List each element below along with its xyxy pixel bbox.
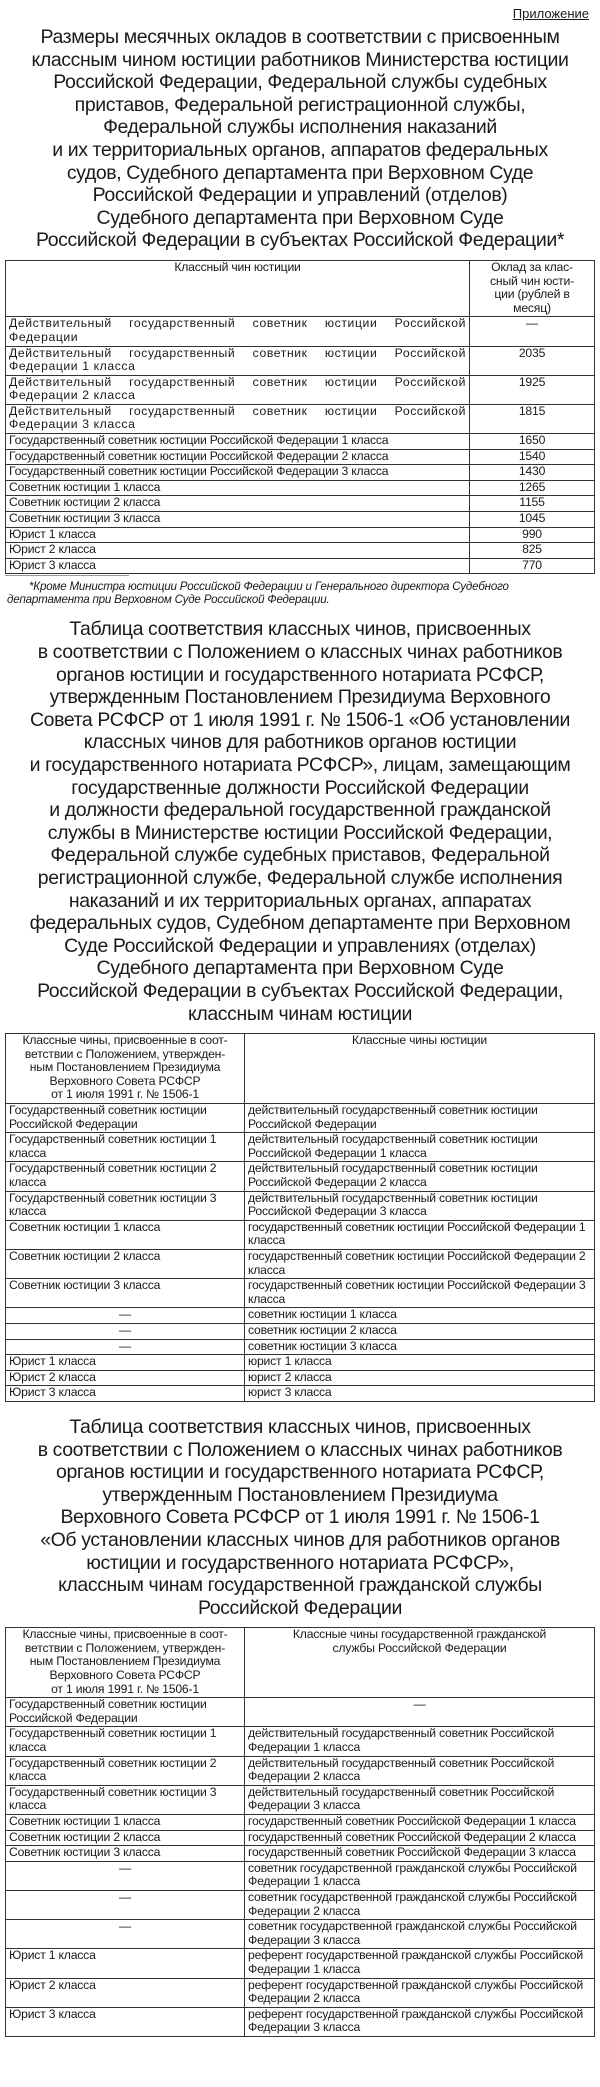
cell-rank: Государственный советник юстиции 1 класса: [6, 1133, 245, 1162]
table-row: [6, 1890, 595, 1919]
cell-rank: Юрист 2 класса: [6, 543, 470, 559]
cell-value: —: [470, 317, 595, 346]
cell-value: советник государственной гражданской службы Российской Федерации 3 класса: [245, 1920, 595, 1949]
cell-rank: Советник юстиции 2 класса: [6, 1830, 245, 1846]
cell-value: юрист 1 класса: [245, 1355, 595, 1371]
appendix-label: Приложение: [512, 6, 589, 21]
cell-rank: —: [6, 1308, 245, 1324]
header-old-ranks: Классные чины, присвоенные в соот- ветствии с Положением, утвержден- ным Постановлением Президиума Верховного Совета РСФСР от 1 июля 1991 г. № 1506-1: [6, 1034, 245, 1104]
table-row: [6, 1920, 595, 1949]
cell-value: советник юстиции 3 класса: [245, 1339, 595, 1355]
cell-value: 1815: [470, 404, 595, 433]
civil-service-ranks-table: [5, 1627, 595, 2037]
table-row: [6, 2007, 595, 2036]
header-salary: Оклад за клас- сный чин юсти- ции (рублей в месяц): [470, 260, 595, 316]
cell-value: государственный советник юстиции Российской Федерации 2 класса: [245, 1250, 595, 1279]
cell-value: 825: [470, 543, 595, 559]
cell-value: советник юстиции 1 класса: [245, 1308, 595, 1324]
table-row: [6, 480, 595, 496]
table-row: [6, 1861, 595, 1890]
cell-value: действительный государственный советник Российской Федерации 3 класса: [245, 1785, 595, 1814]
table-row: [6, 346, 595, 375]
cell-rank: Советник юстиции 1 класса: [6, 1220, 245, 1249]
header-civil-ranks: Классные чины государственной гражданской службы Российской Федерации: [245, 1628, 595, 1698]
cell-value: 1540: [470, 449, 595, 465]
cell-rank: Советник юстиции 1 класса: [6, 480, 470, 496]
table-row: [6, 1355, 595, 1371]
table-row: [6, 1339, 595, 1355]
table-row: [6, 543, 595, 559]
cell-rank: Государственный советник юстиции Российской Федерации 3 класса: [6, 465, 470, 481]
cell-value: юрист 3 класса: [245, 1386, 595, 1402]
cell-value: референт государственной гражданской службы Российской Федерации 3 класса: [245, 2007, 595, 2036]
table-row: [6, 404, 595, 433]
cell-rank: Государственный советник юстиции 2 класса: [6, 1756, 245, 1785]
cell-rank: —: [6, 1339, 245, 1355]
table-row: [6, 1830, 595, 1846]
table-row: [6, 1386, 595, 1402]
header-old-ranks: Классные чины, присвоенные в соот- ветствии с Положением, утвержден- ным Постановлением Президиума Верховного Совета РСФСР от 1 июля 1991 г. № 1506-1: [6, 1628, 245, 1698]
cell-rank: Действительный государственный советник юстиции Российской Федерации 2 класса: [6, 375, 470, 404]
cell-value: действительный государственный советник юстиции Российской Федерации: [245, 1104, 595, 1133]
cell-rank: Юрист 2 класса: [6, 1370, 245, 1386]
table-row: [6, 1370, 595, 1386]
cell-value: 1155: [470, 496, 595, 512]
cell-value: действительный государственный советник Российской Федерации 1 класса: [245, 1727, 595, 1756]
table-row: [6, 1133, 595, 1162]
cell-rank: Государственный советник юстиции 2 класса: [6, 1162, 245, 1191]
cell-rank: Государственный советник юстиции 3 класса: [6, 1191, 245, 1220]
civil-service-section-title: Таблица соответствия классных чинов, присвоенных в соответствии с Положением о классных чинах работников органов юстиции и государственного нотариата РСФСР, утвержденным Постановлением Президиума Верховного Совета РСФСР от 1 июля 1991 г. № 1506-1 «Об установлении классных чинов для работников органов юстиции и государственного нотариата РСФСР», классным чинам государственной гражданской службы Российской Федерации: [37, 1415, 563, 1619]
table-row: [6, 317, 595, 346]
cell-value: советник государственной гражданской службы Российской Федерации 1 класса: [245, 1861, 595, 1890]
cell-value: —: [245, 1698, 595, 1727]
cell-value: 1430: [470, 465, 595, 481]
cell-value: действительный государственный советник юстиции Российской Федерации 2 класса: [245, 1162, 595, 1191]
cell-rank: Советник юстиции 2 класса: [6, 496, 470, 512]
cell-rank: Государственный советник юстиции Российской Федерации 2 класса: [6, 449, 470, 465]
table-row: [6, 558, 595, 574]
table-row: [6, 1250, 595, 1279]
cell-rank: Юрист 1 класса: [6, 527, 470, 543]
table-row: [6, 1698, 595, 1727]
cell-value: 1265: [470, 480, 595, 496]
cell-value: 770: [470, 558, 595, 574]
footnote: *Кроме Министра юстиции Российской Федерации и Генерального директора Судебного департамента при Верховном Суде Российской Федерации.: [7, 580, 593, 606]
cell-value: действительный государственный советник Российской Федерации 2 класса: [245, 1756, 595, 1785]
table-row: [6, 1162, 595, 1191]
cell-rank: —: [6, 1890, 245, 1919]
table-row: [6, 1323, 595, 1339]
cell-value: действительный государственный советник юстиции Российской Федерации 1 класса: [245, 1133, 595, 1162]
table-row: [6, 1279, 595, 1308]
table-row: [6, 1756, 595, 1785]
header-rank: Классный чин юстиции: [6, 260, 470, 316]
cell-value: государственный советник юстиции Российской Федерации 1 класса: [245, 1220, 595, 1249]
table-row: [6, 1949, 595, 1978]
cell-rank: Государственный советник юстиции Российской Федерации: [6, 1104, 245, 1133]
cell-rank: Советник юстиции 2 класса: [6, 1250, 245, 1279]
table-row: [6, 1104, 595, 1133]
cell-rank: Государственный советник юстиции Российской Федерации 1 класса: [6, 434, 470, 450]
cell-rank: Советник юстиции 3 класса: [6, 1279, 245, 1308]
cell-value: референт государственной гражданской службы Российской Федерации 2 класса: [245, 1978, 595, 2007]
table-row: [6, 1846, 595, 1862]
table-row: [6, 1727, 595, 1756]
cell-value: государственный советник Российской Федерации 2 класса: [245, 1830, 595, 1846]
cell-value: государственный советник юстиции Российской Федерации 3 класса: [245, 1279, 595, 1308]
cell-value: советник юстиции 2 класса: [245, 1323, 595, 1339]
cell-rank: —: [6, 1861, 245, 1890]
cell-rank: Государственный советник юстиции 3 класса: [6, 1785, 245, 1814]
table-row: [6, 449, 595, 465]
table-row: [6, 1978, 595, 2007]
cell-value: государственный советник Российской Федерации 1 класса: [245, 1815, 595, 1831]
cell-rank: Советник юстиции 1 класса: [6, 1815, 245, 1831]
cell-rank: —: [6, 1323, 245, 1339]
table-row: [6, 1785, 595, 1814]
salary-section-title: Размеры месячных окладов в соответствии с присвоенным классным чином юстиции работников Министерства юстиции Российской Федерации, Федеральной службы судебных приставов, Федеральной регистрационной службы, Федеральной службы исполнения наказаний и их территориальных органов, аппаратов федеральных судов, Судебного департамента при Верховном Суде Российской Федерации и управлений (отделов) Судебного департамента при Верховном Суде Российской Федерации в субъектах Российской Федерации*: [31, 26, 569, 252]
cell-value: действительный государственный советник юстиции Российской Федерации 3 класса: [245, 1191, 595, 1220]
cell-value: юрист 2 класса: [245, 1370, 595, 1386]
cell-rank: Действительный государственный советник юстиции Российской Федерации: [6, 317, 470, 346]
cell-rank: Юрист 3 класса: [6, 1386, 245, 1402]
cell-rank: Юрист 1 класса: [6, 1949, 245, 1978]
cell-value: 990: [470, 527, 595, 543]
table-row: [6, 496, 595, 512]
cell-rank: Государственный советник юстиции Российской Федерации: [6, 1698, 245, 1727]
cell-rank: Юрист 2 класса: [6, 1978, 245, 2007]
cell-value: 1650: [470, 434, 595, 450]
cell-rank: Юрист 3 класса: [6, 2007, 245, 2036]
table-row: [6, 375, 595, 404]
table-row: [6, 527, 595, 543]
cell-rank: —: [6, 1920, 245, 1949]
cell-value: 2035: [470, 346, 595, 375]
cell-value: государственный советник Российской Федерации 3 класса: [245, 1846, 595, 1862]
table-row: [6, 1308, 595, 1324]
cell-value: 1045: [470, 512, 595, 528]
table-row: [6, 1220, 595, 1249]
cell-rank: Государственный советник юстиции 1 класса: [6, 1727, 245, 1756]
table-row: [6, 1815, 595, 1831]
header-justice-ranks: Классные чины юстиции: [245, 1034, 595, 1104]
cell-rank: Юрист 1 класса: [6, 1355, 245, 1371]
salary-table: [5, 260, 595, 574]
justice-ranks-table: [5, 1033, 595, 1402]
cell-rank: Советник юстиции 3 класса: [6, 512, 470, 528]
cell-rank: Юрист 3 класса: [6, 558, 470, 574]
justice-ranks-section-title: Таблица соответствия классных чинов, присвоенных в соответствии с Положением о классных чинах работников органов юстиции и государственного нотариата РСФСР, утвержденным Постановлением Президиума Верховного Совета РСФСР от 1 июля 1991 г. № 1506-1 «Об установлении классных чинов для работников органов юстиции и государственного нотариата РСФСР», лицам, замещающим государственные должности Российской Федерации и должности федеральной государственной гражданской службы в Министерстве юстиции Российской Федерации, Федеральной службе судебных приставов, Федеральной регистрационной службе, Федеральной службе исполнения наказаний и их территориальных органах, аппаратах федеральных судов, Судебном департаменте при Верховном Суде Российской Федерации и управлениях (отделах) Судебного департамента при Верховном Суде Российской Федерации в субъектах Российской Федерации, классным чинам юстиции: [29, 618, 571, 1025]
cell-value: 1925: [470, 375, 595, 404]
cell-rank: Советник юстиции 3 класса: [6, 1846, 245, 1862]
table-row: [6, 434, 595, 450]
table-row: [6, 465, 595, 481]
cell-rank: Действительный государственный советник юстиции Российской Федерации 1 класса: [6, 346, 470, 375]
cell-value: советник государственной гражданской службы Российской Федерации 2 класса: [245, 1890, 595, 1919]
table-row: [6, 1191, 595, 1220]
cell-rank: Действительный государственный советник юстиции Российской Федерации 3 класса: [6, 404, 470, 433]
cell-value: референт государственной гражданской службы Российской Федерации 1 класса: [245, 1949, 595, 1978]
table-row: [6, 512, 595, 528]
